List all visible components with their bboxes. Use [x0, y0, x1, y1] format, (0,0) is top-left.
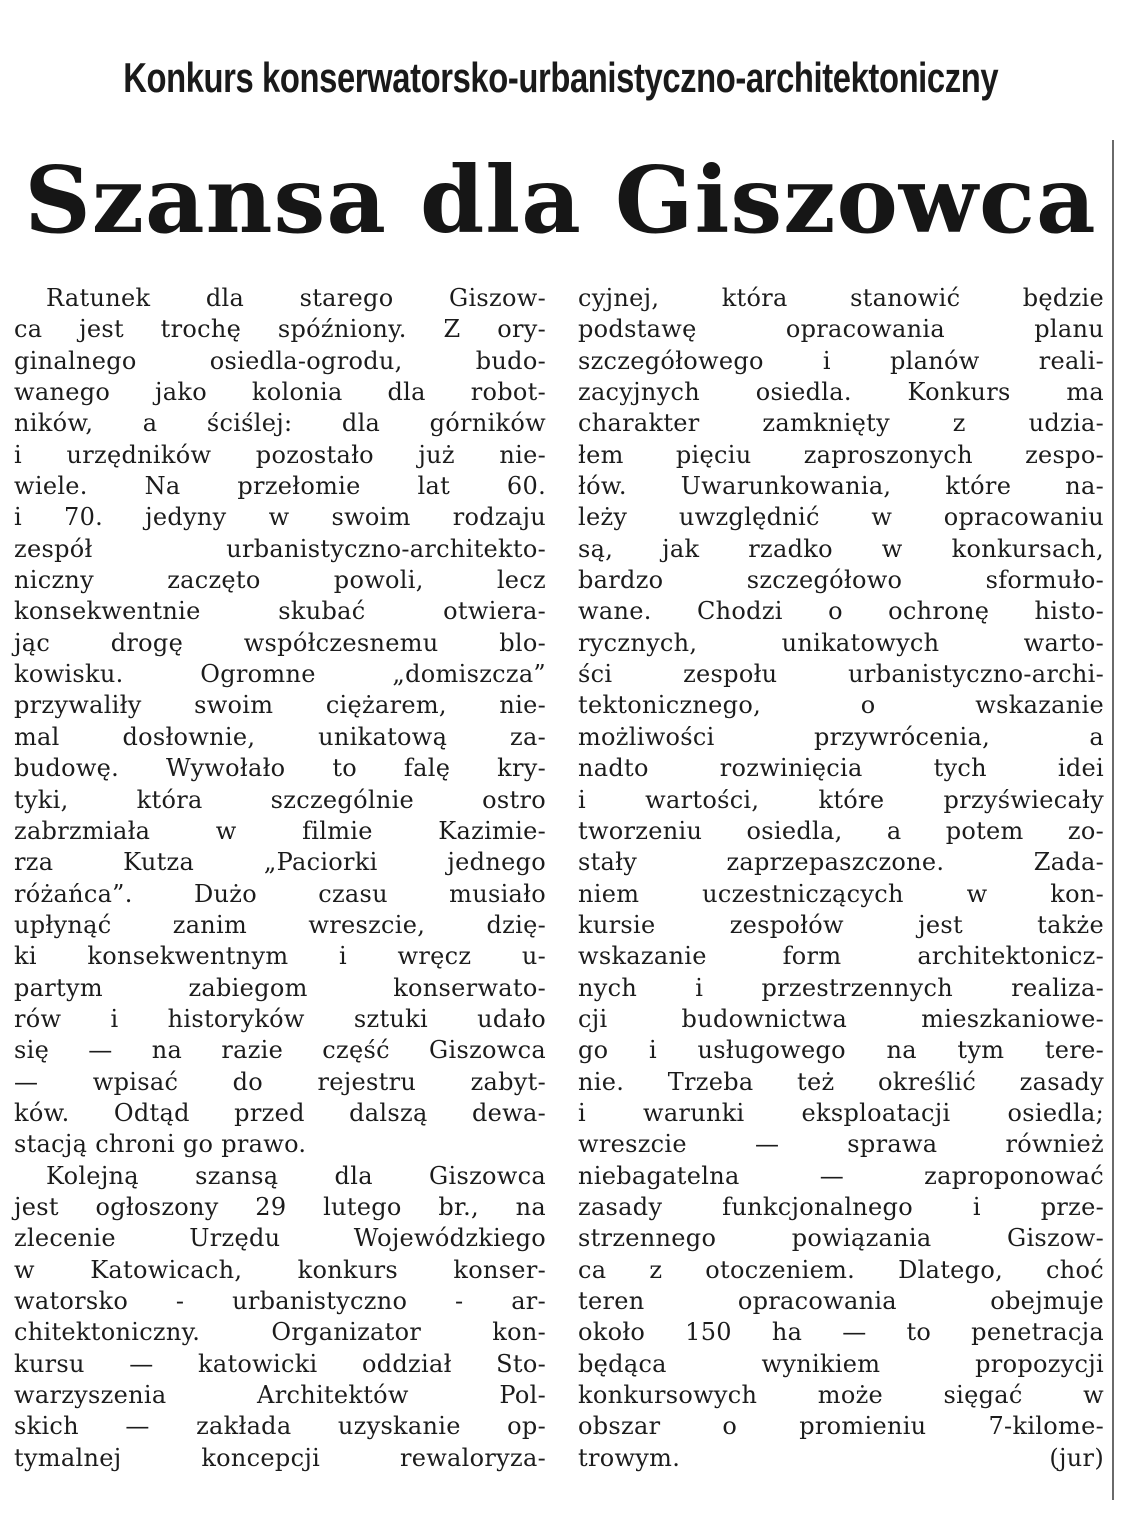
- text-line: szczegółowego i planów reali-: [578, 346, 1104, 375]
- text-line: podstawę opracowania planu: [578, 315, 1104, 344]
- text-line: łem pięciu zaproszonych zespo-: [578, 440, 1104, 469]
- text-line: różańca”. Dużo czasu musiało: [14, 879, 546, 908]
- text-line: zespół urbanistyczno-architekto-: [14, 534, 546, 563]
- text-line: i 70. jedyny w swoim rodzaju: [14, 503, 546, 532]
- text-line: wreszcie — sprawa również: [578, 1130, 1104, 1159]
- text-line: ków. Odtąd przed dalszą dewa-: [14, 1098, 546, 1127]
- text-line: są, jak rzadko w konkursach,: [578, 534, 1104, 563]
- article-kicker: Konkurs konserwatorsko-urbanistyczno-architektoniczny: [123, 54, 999, 101]
- text-line: wskazanie form architektonicz-: [578, 942, 1104, 971]
- text-line: warzyszenia Architektów Pol-: [14, 1381, 546, 1410]
- text-line: chitektoniczny. Organizator kon-: [14, 1318, 546, 1347]
- text-line: możliwości przywrócenia, a: [578, 722, 1104, 751]
- text-line: ników, a ściślej: dla górników: [14, 409, 546, 438]
- text-line: tymalnej koncepcji rewaloryza-: [14, 1443, 546, 1472]
- text-line: wanego jako kolonia dla robot-: [14, 378, 546, 407]
- text-line: ści zespołu urbanistyczno-archi-: [578, 660, 1104, 689]
- text-line: bardzo szczegółowo sformuło-: [578, 566, 1104, 595]
- text-line: niebagatelna — zaproponować: [578, 1161, 1104, 1190]
- text-line: teren opracowania obejmuje: [578, 1287, 1104, 1315]
- text-line: leży uwzględnić w opracowaniu: [578, 503, 1104, 532]
- text-line: się — na razie część Giszowca: [14, 1036, 546, 1065]
- text-line: watorsko - urbanistyczno - ar-: [14, 1287, 546, 1315]
- text-line: stały zaprzepaszczone. Zada-: [578, 848, 1104, 877]
- text-line: Kolejną szansą dla Giszowca: [46, 1161, 546, 1190]
- text-line: rycznych, unikatowych warto-: [578, 628, 1104, 657]
- text-line: rów i historyków sztuki udało: [14, 1004, 546, 1033]
- text-line: strzennego powiązania Giszow-: [578, 1224, 1104, 1253]
- text-line: w Katowicach, konkurs konser-: [14, 1255, 546, 1284]
- text-line: go i usługowego na tym tere-: [578, 1036, 1104, 1065]
- author-signature: (jur): [1049, 1443, 1104, 1472]
- text-line: tworzeniu osiedla, a potem zo-: [578, 816, 1104, 845]
- text-line: zasady funkcjonalnego i prze-: [578, 1192, 1104, 1221]
- text-line: budowę. Wywołało to falę kry-: [14, 754, 546, 783]
- text-line: Ratunek dla starego Giszow-: [46, 284, 546, 312]
- text-line: skich — zakłada uzyskanie op-: [14, 1412, 546, 1441]
- text-line: niczny zaczęto powoli, lecz: [14, 566, 546, 595]
- text-line: wiele. Na przełomie lat 60.: [14, 472, 546, 501]
- text-line: jest ogłoszony 29 lutego br., na: [14, 1192, 546, 1221]
- text-line: mal dosłownie, unikatową za-: [14, 722, 546, 751]
- article-column-right: [578, 283, 1104, 1474]
- text-line: nadto rozwinięcia tych idei: [578, 754, 1104, 783]
- text-line: obszar o promieniu 7-kilome-: [578, 1412, 1104, 1441]
- text-line: charakter zamknięty z udzia-: [578, 409, 1104, 438]
- text-line: ca jest trochę spóźniony. Z ory-: [14, 315, 546, 344]
- closing-text: trowym.: [578, 1443, 681, 1472]
- text-line: stacją chroni go prawo.: [14, 1130, 307, 1159]
- text-line: cyjnej, która stanowić będzie: [578, 284, 1104, 312]
- text-line: rza Kutza „Paciorki jednego: [14, 848, 546, 877]
- text-line: jąc drogę współczesnemu blo-: [14, 628, 546, 657]
- text-line: nie. Trzeba też określić zasady: [578, 1067, 1104, 1096]
- text-line: zacyjnych osiedla. Konkurs ma: [578, 378, 1104, 407]
- closing-line: [578, 1443, 1104, 1474]
- text-line: około 150 ha — to penetracja: [578, 1318, 1104, 1347]
- text-line: cji budownictwa mieszkaniowe-: [578, 1004, 1104, 1033]
- text-line: kowisku. Ogromne „domiszcza”: [14, 660, 546, 689]
- text-line: i urzędników pozostało już nie-: [14, 440, 546, 469]
- text-line: łów. Uwarunkowania, które na-: [578, 472, 1104, 501]
- text-line: wane. Chodzi o ochronę histo-: [578, 597, 1104, 626]
- text-line: kursu — katowicki oddział Sto-: [14, 1349, 546, 1378]
- text-line: partym zabiegom konserwato-: [14, 973, 546, 1002]
- text-line: tektonicznego, o wskazanie: [578, 691, 1104, 720]
- text-line: zabrzmiała w filmie Kazimie-: [14, 816, 546, 845]
- text-line: — wpisać do rejestru zabyt-: [14, 1067, 546, 1096]
- column-rule: [1112, 140, 1114, 1500]
- text-line: konsekwentnie skubać otwiera-: [14, 597, 546, 626]
- text-line: ki konsekwentnym i wręcz u-: [14, 942, 546, 971]
- article-column-left: [14, 283, 546, 1474]
- text-line: ca z otoczeniem. Dlatego, choć: [578, 1255, 1104, 1284]
- text-line: kursie zespołów jest także: [578, 910, 1104, 939]
- text-line: i wartości, które przyświecały: [578, 785, 1104, 814]
- text-line: będąca wynikiem propozycji: [578, 1349, 1104, 1378]
- text-line: ginalnego osiedla-ogrodu, budo-: [14, 346, 546, 375]
- text-line: upłynąć zanim wreszcie, dzię-: [14, 910, 546, 939]
- text-line: zlecenie Urzędu Wojewódzkiego: [14, 1224, 546, 1253]
- text-line: przywaliły swoim ciężarem, nie-: [14, 691, 546, 720]
- text-line: niem uczestniczących w kon-: [578, 879, 1104, 908]
- text-line: nych i przestrzennych realiza-: [578, 973, 1104, 1002]
- article-headline: Szansa dla Giszowca: [24, 146, 1097, 254]
- text-line: konkursowych może sięgać w: [578, 1381, 1104, 1410]
- text-line: tyki, która szczególnie ostro: [14, 785, 546, 814]
- text-line: i warunki eksploatacji osiedla;: [578, 1098, 1104, 1127]
